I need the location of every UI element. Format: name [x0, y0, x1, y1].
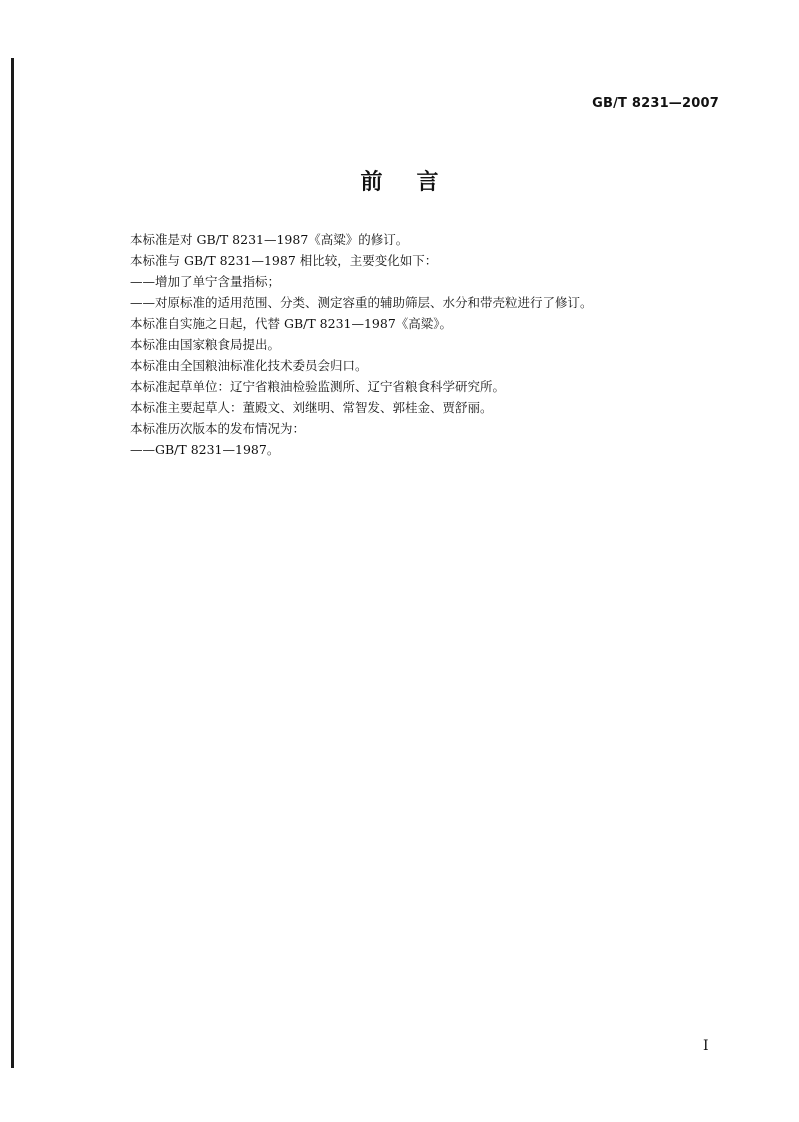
foreword-line: 本标准起草单位：辽宁省粮油检验监测所、辽宁省粮食科学研究所。 — [130, 379, 506, 394]
foreword-body — [130, 229, 710, 460]
foreword-line: ——增加了单宁含量指标； — [130, 274, 281, 289]
foreword-line: 本标准自实施之日起，代替 GB/T 8231—1987《高粱》。 — [130, 316, 453, 331]
page-number: I — [703, 1038, 709, 1054]
foreword-line: 本标准由全国粮油标准化技术委员会归口。 — [130, 358, 368, 373]
foreword-line: 本标准与 GB/T 8231—1987 相比较，主要变化如下： — [130, 253, 438, 268]
binding-edge-line — [11, 58, 14, 1068]
foreword-line: 本标准由国家粮食局提出。 — [130, 337, 281, 352]
page-title: 前言 — [360, 170, 473, 195]
foreword-line: ——GB/T 8231—1987。 — [130, 442, 280, 457]
foreword-line: 本标准是对 GB/T 8231—1987《高粱》的修订。 — [130, 232, 409, 247]
foreword-line: 本标准主要起草人：董殿文、刘继明、常智发、郭桂金、贾舒丽。 — [130, 400, 493, 415]
standard-number: GB/T 8231—2007 — [592, 96, 719, 111]
foreword-line: ——对原标准的适用范围、分类、测定容重的辅助筛层、水分和带壳粒进行了修订。 — [130, 295, 593, 310]
foreword-line: 本标准历次版本的发布情况为： — [130, 421, 306, 436]
